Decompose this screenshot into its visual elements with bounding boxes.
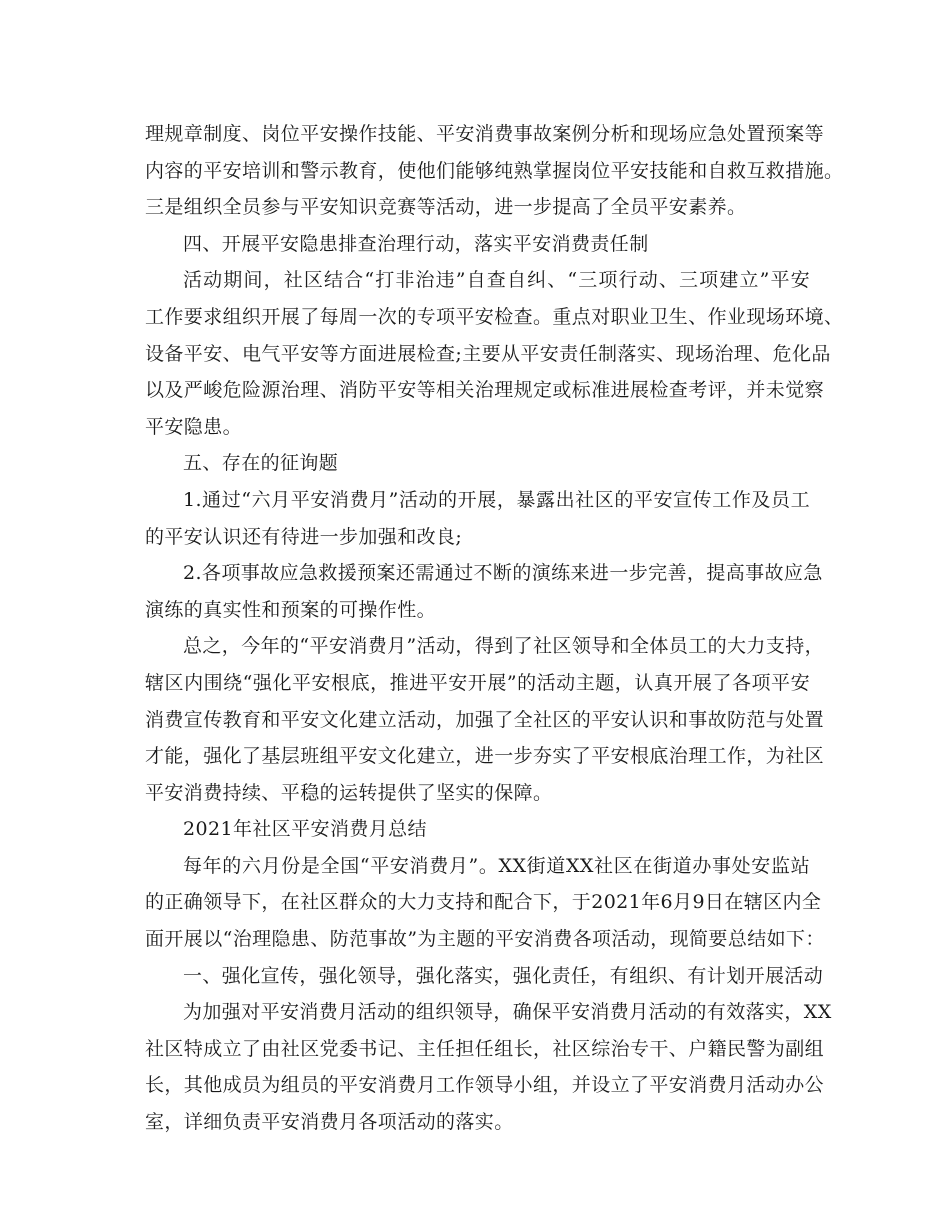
text-line: 面开展以“治理隐患、防范事故”为主题的平安消费各项活动，现简要总结如下： xyxy=(145,928,825,951)
text-line: 室，详细负责平安消费月各项活动的落实。 xyxy=(145,1111,514,1134)
text-line: 的平安认识还有待进一步加强和改良; xyxy=(145,525,463,548)
text-line: 四、开展平安隐患排查治理行动，落实平安消费责任制 xyxy=(183,232,649,255)
text-line: 活动期间，社区结合“打非治违”自查自纠、“三项行动、三项建立”平安 xyxy=(183,269,810,292)
text-line: 内容的平安培训和警示教育，使他们能够纯熟掌握岗位平安技能和自救互救措施。 xyxy=(145,159,844,182)
text-line: 总之，今年的“平安消费月”活动，得到了社区领导和全体员工的大力支持， xyxy=(183,635,825,658)
text-line: 2021年社区平安消费月总结 xyxy=(183,818,427,841)
document-body xyxy=(145,116,844,1141)
text-line: 为加强对平安消费月活动的组织领导，确保平安消费月活动的有效落实，XX xyxy=(183,1001,832,1024)
text-line: 理规章制度、岗位平安操作技能、平安消费事故案例分析和现场应急处置预案等 xyxy=(145,123,825,145)
text-line: 消费宣传教育和平安文化建立活动，加强了全社区的平安认识和事故防范与处置 xyxy=(145,708,825,731)
text-line: 每年的六月份是全国“平安消费月”。XX街道XX社区在街道办事处安监站 xyxy=(183,854,810,877)
text-line: 2.各项事故应急救援预案还需通过不断的演练来进一步完善，提高事故应急 xyxy=(183,562,823,585)
text-line: 辖区内围绕“强化平安根底，推进平安开展”的活动主题，认真开展了各项平安 xyxy=(145,671,810,694)
text-line: 五、存在的征询题 xyxy=(183,452,339,475)
text-line: 社区特成立了由社区党委书记、主任担任组长，社区综治专干、户籍民警为副组 xyxy=(145,1037,825,1060)
text-line: 平安隐患。 xyxy=(145,415,243,438)
text-line: 的正确领导下，在社区群众的大力支持和配合下，于2021年6月9日在辖区内全 xyxy=(145,891,822,914)
text-line: 长，其他成员为组员的平安消费月工作领导小组，并设立了平安消费月活动办公 xyxy=(145,1074,825,1097)
text-line: 设备平安、电气平安等方面进展检查;主要从平安责任制落实、现场治理、危化品 xyxy=(145,342,831,365)
text-line: 1.通过“六月平安消费月”活动的开展，暴露出社区的平安宣传工作及员工 xyxy=(183,488,810,511)
text-line: 以及严峻危险源治理、消防平安等相关治理规定或标准进展检查考评，并未觉察 xyxy=(145,379,825,402)
text-line: 三是组织全员参与平安知识竞赛等活动，进一步提高了全员平安素养。 xyxy=(145,196,747,219)
text-line: 一、强化宣传，强化领导，强化落实，强化责任，有组织、有计划开展活动 xyxy=(183,964,824,987)
text-line: 平安消费持续、平稳的运转提供了坚实的保障。 xyxy=(145,781,553,804)
text-line: 才能，强化了基层班组平安文化建立，进一步夯实了平安根底治理工作，为社区 xyxy=(145,745,825,768)
text-line: 演练的真实性和预案的可操作性。 xyxy=(145,598,437,621)
text-line: 工作要求组织开展了每周一次的专项平安检查。重点对职业卫生、作业现场环境、 xyxy=(145,305,844,328)
